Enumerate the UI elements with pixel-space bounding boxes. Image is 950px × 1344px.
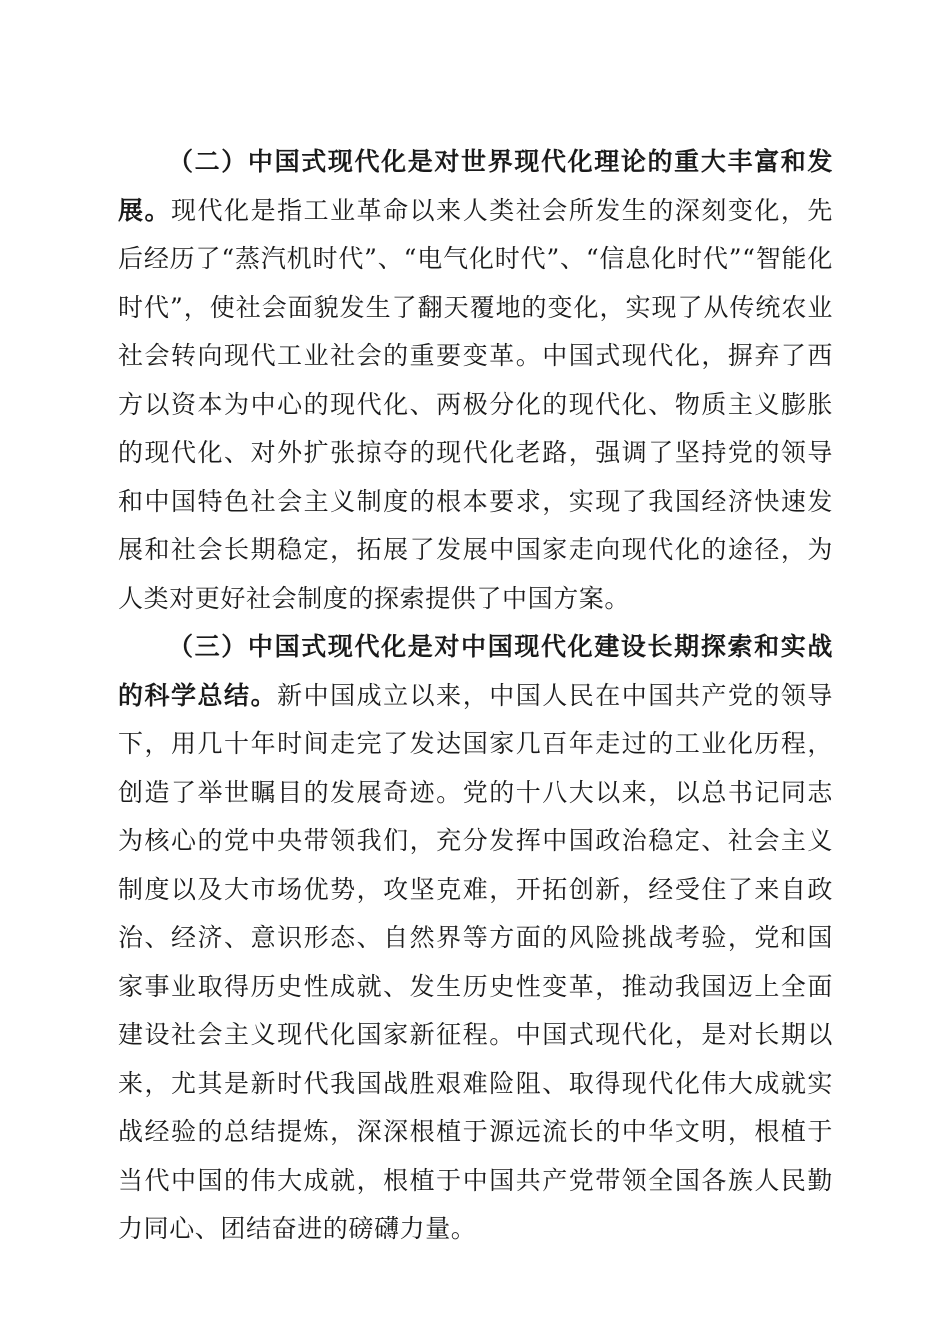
- paragraph-two-body: 现代化是指工业革命以来人类社会所发生的深刻变化，先后经历了“蒸汽机时代”、“电气化时代”、“信息化时代”“智能化时代”，使社会面貌发生了翻天覆地的变化，实现了从传统农业社会转向现代工业社会的重要变革。中国式现代化，摒弃了西方以资本为中心的现代化、两极分化的现代化、物质主义膨胀的现代化、对外扩张掠夺的现代化老路，强调了坚持党的领导和中国特色社会主义制度的根本要求，实现了我国经济快速发展和社会长期稳定，拓展了发展中国家走向现代化的途径，为人类对更好社会制度的探索提供了中国方案。: [118, 195, 833, 613]
- paragraph-three-heading: （三）中国式现代化是对中国现代化建设长期探索和实战的科学总结。: [118, 632, 833, 710]
- document-body: [118, 138, 833, 1254]
- paragraph-three-body: 新中国成立以来，中国人民在中国共产党的领导下，用几十年时间走完了发达国家几百年走过的工业化历程，创造了举世瞩目的发展奇迹。党的十八大以来，以总书记同志为核心的党中央带领我们，充分发挥中国政治稳定、社会主义制度以及大市场优势，攻坚克难，开拓创新，经受住了来自政治、经济、意识形态、自然界等方面的风险挑战考验，党和国家事业取得历史性成就、发生历史性变革，推动我国迈上全面建设社会主义现代化国家新征程。中国式现代化，是对长期以来，尤其是新时代我国战胜艰难险阻、取得现代化伟大成就实战经验的总结提炼，深深根植于源远流长的中华文明，根植于当代中国的伟大成就，根植于中国共产党带领全国各族人民勤力同心、团结奋进的磅礴力量。: [118, 680, 833, 1243]
- paragraph-two: [118, 138, 833, 623]
- paragraph-three: [118, 623, 833, 1254]
- paragraph-two-heading: （二）中国式现代化是对世界现代化理论的重大丰富和发展。: [118, 147, 833, 225]
